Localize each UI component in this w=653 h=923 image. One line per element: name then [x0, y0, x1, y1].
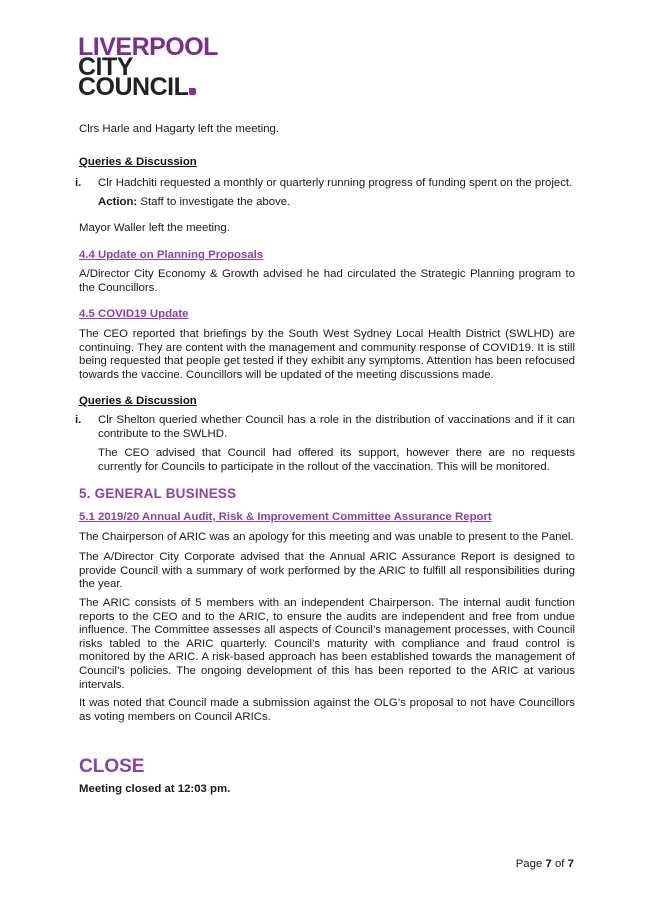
section-4-4-body: [79, 268, 575, 295]
paragraph: A/Director City Economy & Growth advised he had circulated the Strategic Planning program to the Councillors.: [79, 268, 575, 294]
page-word: Page: [515, 858, 546, 870]
section-title-link[interactable]: 4.5 COVID19 Update: [79, 308, 189, 320]
list-number: i.: [75, 414, 82, 426]
queries-heading: Queries & Discussion: [79, 156, 197, 168]
of-word: of: [551, 858, 568, 870]
meeting-closed-text: Meeting closed at 12:03 pm.: [79, 783, 231, 795]
section-5-1-p1: [79, 531, 575, 545]
section-title-link[interactable]: 4.4 Update on Planning Proposals: [79, 249, 264, 261]
section-5-1: [79, 511, 575, 525]
close-note: [79, 783, 575, 797]
section-title-link[interactable]: 5.1 2019/20 Annual Audit, Risk & Improvement Committee Assurance Report: [79, 511, 492, 523]
mayor-left-note: [79, 222, 575, 236]
section-4-5-body: [79, 328, 575, 382]
list-item-text: Clr Shelton queried whether Council has a role in the distribution of vaccinations and if it can contribute to the SWLHD.: [98, 414, 575, 440]
action-line: [79, 196, 575, 210]
logo-line-council: COUNCIL: [78, 73, 189, 101]
action-paragraph: [79, 196, 575, 210]
logo-dot-icon: [189, 88, 196, 95]
paragraph: The A/Director City Corporate advised that the Annual ARIC Assurance Report is designed to provide Council with a summary of work performed by the ARIC to fulfill all responsibilities during the year.: [79, 551, 575, 591]
list-item: [75, 177, 575, 191]
section-5: [79, 487, 575, 501]
queries-item-2-followup: [79, 447, 575, 474]
paragraph: Mayor Waller left the meeting.: [79, 222, 230, 234]
paragraph: It was noted that Council made a submission against the OLG’s proposal to not have Councillors as voting members on Council ARICs.: [79, 697, 575, 723]
section-heading: 5. GENERAL BUSINESS: [79, 486, 237, 501]
queries-section-1: [79, 156, 575, 170]
list-item-text: Clr Hadchiti requested a monthly or quarterly running progress of funding spent on the project.: [98, 177, 573, 189]
page-number: 7: [545, 858, 552, 870]
logo-line-city: CITY: [78, 53, 133, 81]
list-item: [75, 414, 575, 441]
section-4-5: [79, 308, 575, 322]
page-footer: [516, 858, 574, 872]
list-number: i.: [75, 177, 82, 189]
paragraph: The Chairperson of ARIC was an apology for this meeting and was unable to present to the Panel.: [79, 531, 574, 543]
page-total: 7: [567, 858, 574, 870]
queries-item-2: [75, 414, 575, 441]
paragraph: The CEO advised that Council had offered its support, however there are no requests currently for Councils to participate in the rollout of the vaccination. This will be monitored.: [98, 447, 575, 473]
paragraph: The ARIC consists of 5 members with an independent Chairperson. The internal audit function reports to the CEO and to the ARIC, to ensure the audits are independent and free from undue influence. The Committee assesses all aspects of Council’s management processes, with Council risks tabled to the ARIC quarterly. Council’s maturity with compliance and fraud control is monitored by the ARIC. A risk-based approach has been established towards the management of Council’s policies. The ongoing development of this has been reported to the ARIC at various intervals.: [79, 597, 575, 691]
queries-section-2: [79, 395, 575, 409]
paragraph: The CEO reported that briefings by the South West Sydney Local Health District (SWLHD) are continuing. They are content with the management and community response of COVID19. It is still being requested that people get tested if they exhibit any symptoms. Attention has been refocused towards the vaccine. Councillors will be updated of the meeting discussions made.: [79, 328, 575, 381]
section-5-1-p2: [79, 551, 575, 592]
action-text: Staff to investigate the above.: [137, 196, 291, 208]
section-5-1-p4: [79, 697, 575, 724]
section-4-4: [79, 249, 575, 263]
queries-item-1: [75, 177, 575, 191]
paragraph: Clrs Harle and Hagarty left the meeting.: [79, 123, 280, 135]
council-logo: [78, 33, 238, 101]
close-heading: CLOSE: [79, 756, 145, 777]
logo-line-council-wrap: [78, 73, 238, 101]
logo-line-liverpool: LIVERPOOL: [78, 33, 218, 61]
section-5-1-p3: [79, 597, 575, 692]
left-meeting-note: [79, 123, 575, 137]
action-label: Action:: [98, 196, 138, 208]
queries-heading: Queries & Discussion: [79, 395, 197, 407]
close-section: [79, 757, 575, 777]
